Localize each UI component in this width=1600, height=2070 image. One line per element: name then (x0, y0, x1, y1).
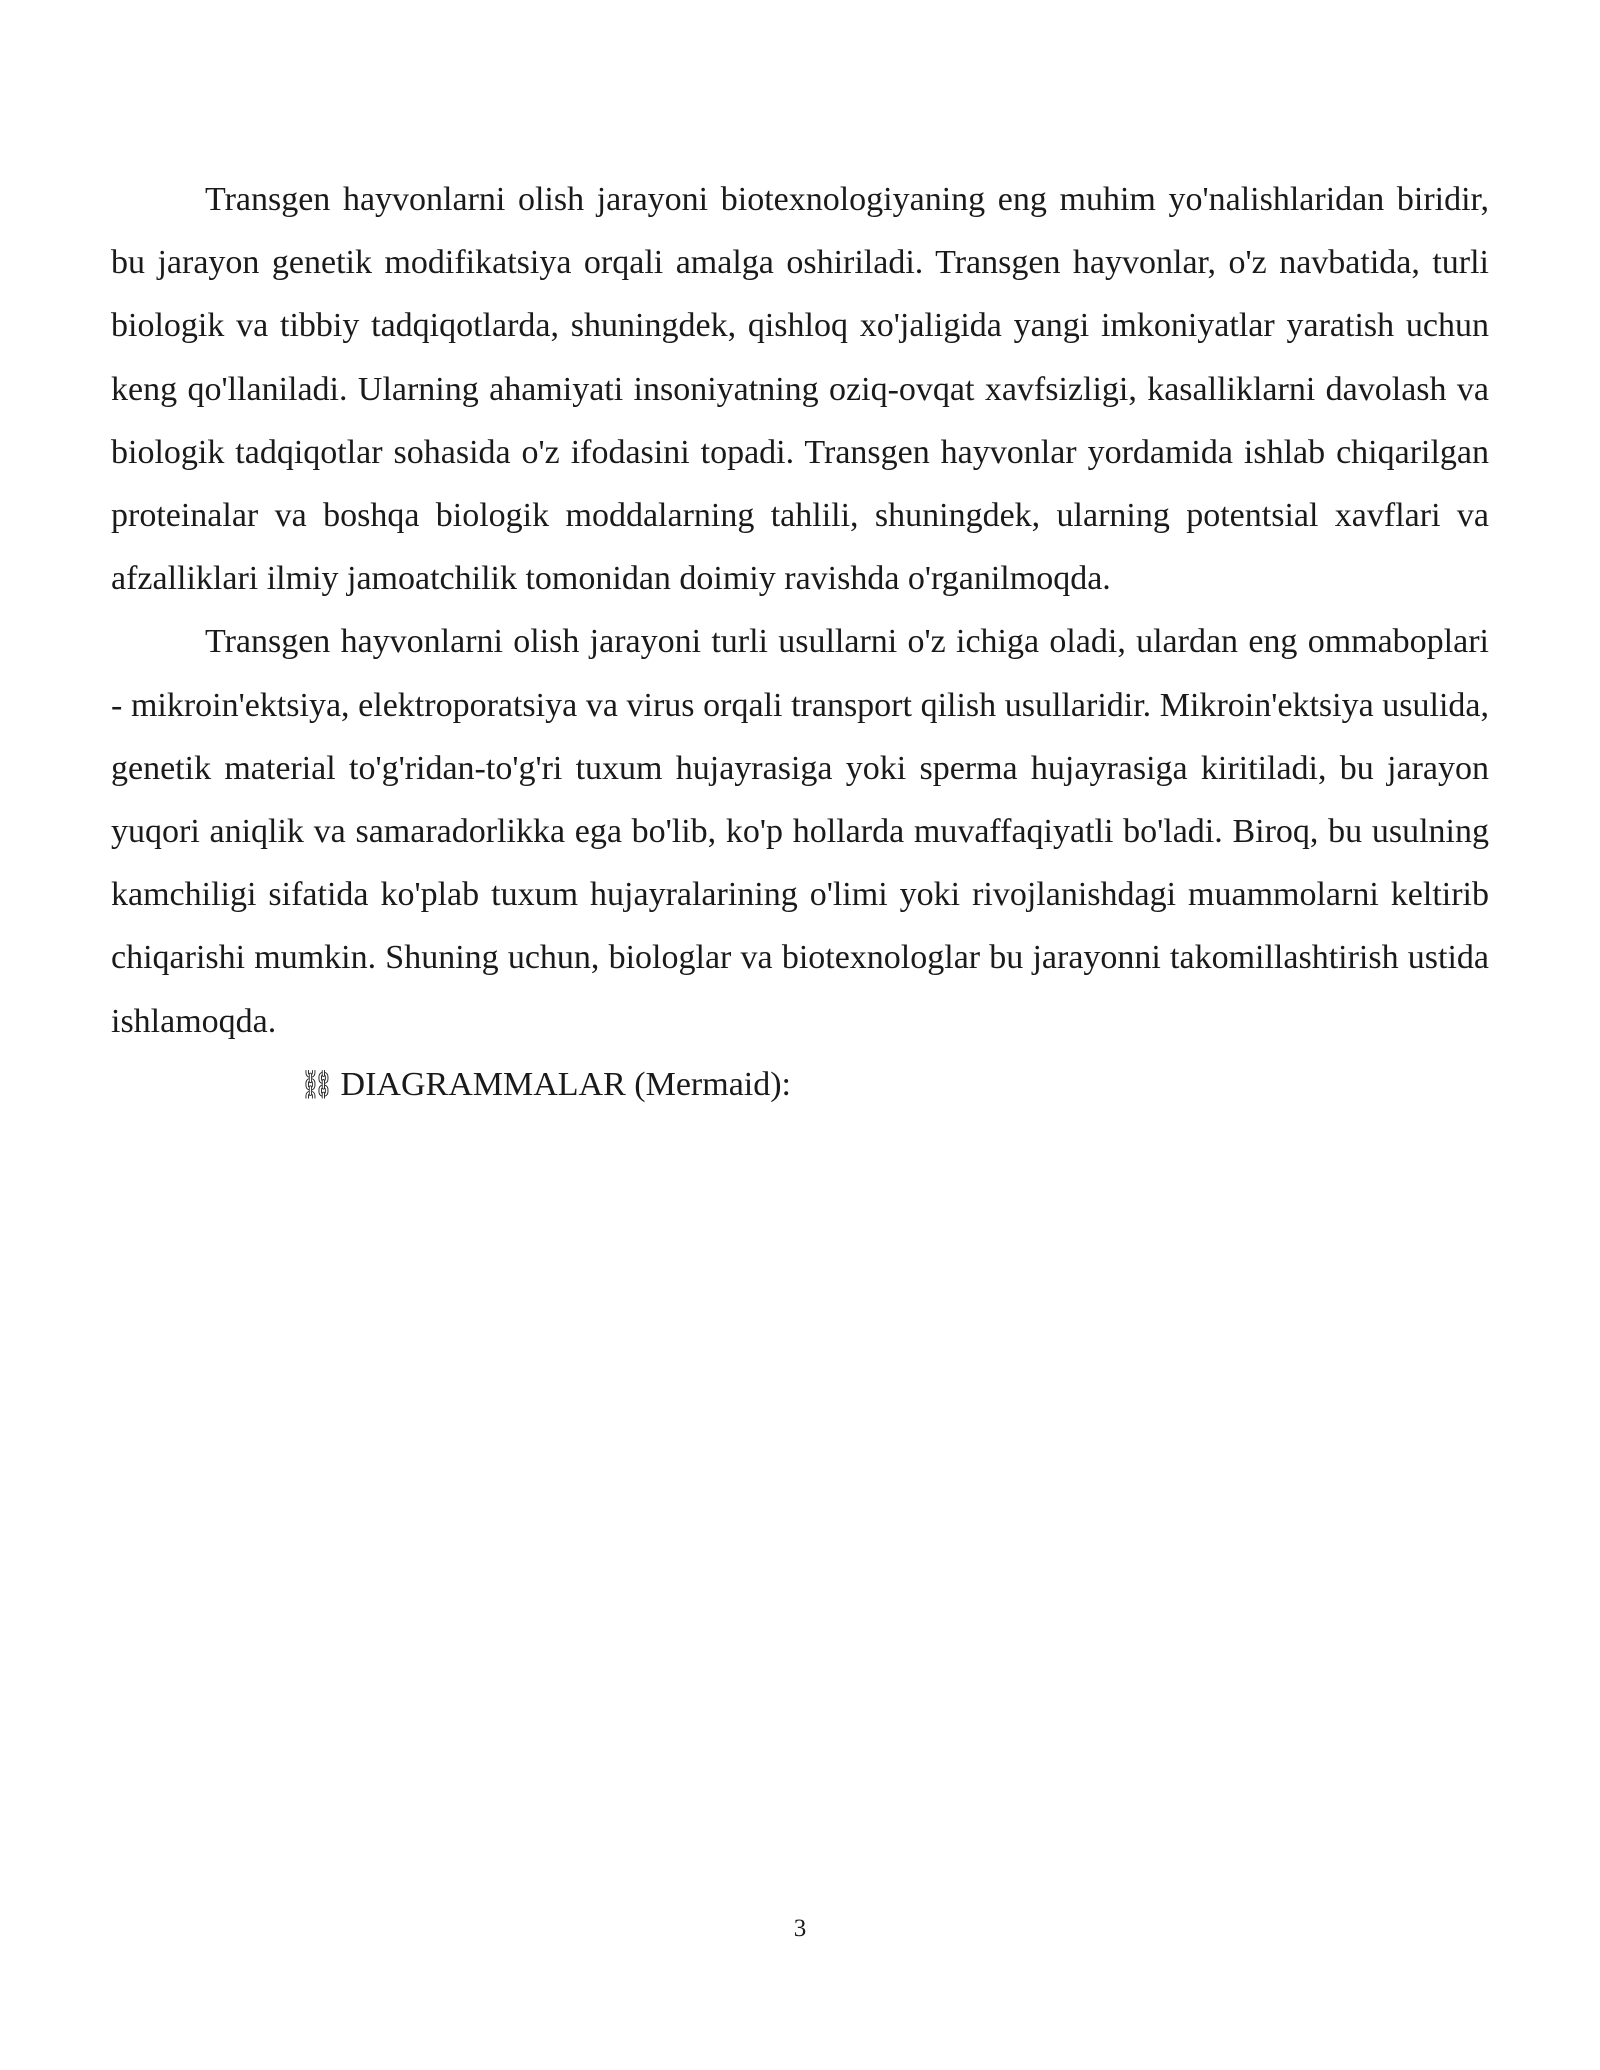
page-content (111, 168, 1489, 1116)
page-number: 3 (793, 1915, 807, 1942)
diagram-heading-text: DIAGRAMMALAR (Mermaid): (340, 1065, 791, 1103)
link-icon: ⛓ (299, 1067, 335, 1101)
body-paragraph-1: Transgen hayvonlarni olish jarayoni biotexnologiyaning eng muhim yo'nalishlaridan biridir, bu jarayon genetik modifikatsiya orqali amalga oshiriladi. Transgen hayvonlar, o'z navbatida, turli biologik va tibbiy tadqiqotlarda, shuningdek, qishloq xo'jaligida yangi imkoniyatlar yaratish uchun keng qo'llaniladi. Ularning ahamiyati insoniyatning oziq-ovqat xavfsizligi, kasalliklarni davolash va biologik tadqiqotlar sohasida o'z ifodasini topadi. Transgen hayvonlar yordamida ishlab chiqarilgan proteinalar va boshqa biologik moddalarning tahlili, shuningdek, ularning potentsial xavflari va afzalliklari ilmiy jamoatchilik tomonidan doimiy ravishda o'rganilmoqda. (111, 181, 1489, 598)
diagram-heading (111, 1053, 1489, 1116)
body-paragraph-2: Transgen hayvonlarni olish jarayoni turli usullarni o'z ichiga oladi, ulardan eng ommaboplari - mikroin'ektsiya, elektroporatsiya va virus orqali transport qilish usullaridir. Mikroin'ektsiya usulida, genetik material to'g'ridan-to'g'ri tuxum hujayrasiga yoki sperma hujayrasiga kiritiladi, bu jarayon yuqori aniqlik va samaradorlikka ega bo'lib, ko'p hollarda muvaffaqiyatli bo'ladi. Biroq, bu usulning kamchiligi sifatida ko'plab tuxum hujayralarining o'limi yoki rivojlanishdagi muammolarni keltirib chiqarishi mumkin. Shuning uchun, biologlar va biotexnologlar bu jarayonni takomillashtirish ustida ishlamoqda. (111, 623, 1489, 1040)
